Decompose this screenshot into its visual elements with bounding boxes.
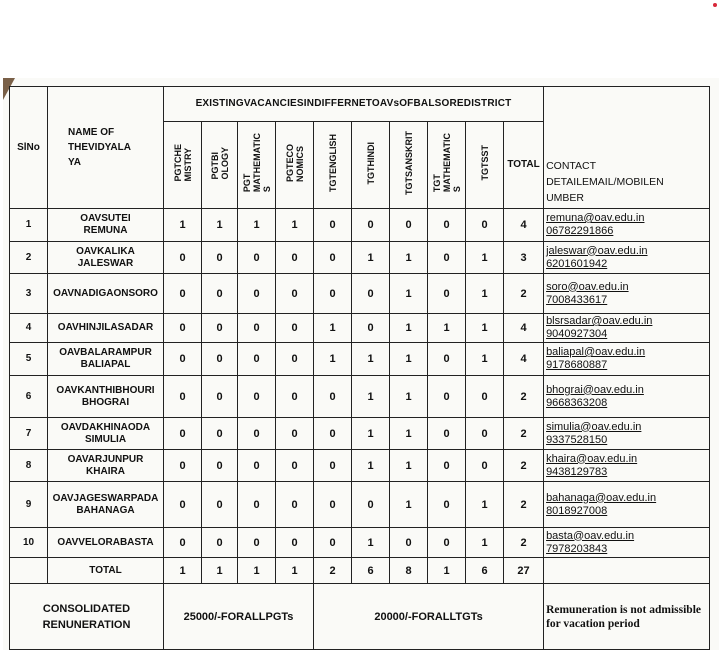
vacancy-count-cell: 1 (390, 314, 428, 343)
column-total-cell: 1 (428, 558, 466, 584)
subject-label: TGTENGLISH (327, 134, 338, 192)
vacancy-count-cell: 1 (466, 274, 504, 314)
email-link[interactable]: blsrsadar@oav.edu.in (546, 315, 653, 327)
empty-cell (10, 558, 48, 584)
vacancy-count-cell: 1 (352, 528, 390, 558)
email-link[interactable]: bahanaga@oav.edu.in (546, 491, 657, 504)
vacancy-count-cell: 0 (390, 209, 428, 242)
red-dot-mark (713, 3, 717, 7)
row-total-cell: 3 (504, 242, 544, 274)
vacancy-count-cell: 0 (238, 376, 276, 418)
column-total-cell: 8 (390, 558, 428, 584)
serial-number-cell: 8 (10, 450, 48, 482)
subject-label: PGTCHE MISTRY (172, 144, 193, 182)
vidyalaya-name-cell: OAVSUTEI REMUNA (48, 209, 164, 242)
vacancy-count-cell: 0 (466, 450, 504, 482)
vacancy-table (9, 86, 710, 650)
subject-column-header (352, 122, 390, 209)
column-total-cell: 6 (466, 558, 504, 584)
vacancy-count-cell: 1 (466, 242, 504, 274)
table-row (10, 314, 710, 343)
vacancy-count-cell: 1 (352, 450, 390, 482)
vacancy-count-cell: 0 (202, 528, 238, 558)
table-row (10, 450, 710, 482)
vacancy-count-cell: 0 (164, 418, 202, 450)
vidyalaya-name-cell: OAVNADIGAONSORO (48, 274, 164, 314)
vacancy-count-cell: 0 (164, 528, 202, 558)
vacancy-count-cell: 0 (390, 528, 428, 558)
email-link[interactable]: jaleswar@oav.edu.in (546, 244, 648, 257)
vacancy-count-cell: 0 (352, 209, 390, 242)
subject-column-header (466, 122, 504, 209)
remuneration-row (10, 584, 710, 650)
vacancy-count-cell: 0 (164, 343, 202, 376)
vacancy-count-cell: 1 (390, 242, 428, 274)
serial-number-cell: 7 (10, 418, 48, 450)
phone-number: 6201601942 (546, 257, 608, 270)
vacancy-count-cell: 1 (390, 450, 428, 482)
phone-number: 9178680887 (546, 359, 608, 371)
name-header: NAME OF THEVIDYALA YA (48, 87, 164, 209)
vacancy-count-cell: 0 (202, 482, 238, 528)
vacancy-count-cell: 0 (202, 343, 238, 376)
vacancy-count-cell: 0 (428, 209, 466, 242)
serial-number-cell: 10 (10, 528, 48, 558)
vacancy-count-cell: 0 (428, 242, 466, 274)
vacancy-count-cell: 0 (352, 274, 390, 314)
vacancy-count-cell: 0 (238, 242, 276, 274)
subject-label: TGTHINDI (365, 141, 376, 185)
column-total-cell: 6 (352, 558, 390, 584)
subject-column-header (314, 122, 352, 209)
vacancy-count-cell: 0 (164, 482, 202, 528)
vacancies-banner: EXISTINGVACANCIESINDIFFERNETOAVsOFBALSOREDISTRICT (164, 87, 544, 122)
vacancy-count-cell: 0 (314, 482, 352, 528)
vacancy-count-cell: 0 (202, 450, 238, 482)
table-row (10, 528, 710, 558)
vacancy-count-cell: 1 (390, 376, 428, 418)
contact-cell (544, 482, 710, 528)
table-row (10, 343, 710, 376)
vacancy-count-cell: 0 (276, 242, 314, 274)
row-total-cell: 4 (504, 314, 544, 343)
vacancy-count-cell: 1 (352, 242, 390, 274)
vacation-note: Remuneration is not admissible for vacation period (544, 584, 710, 650)
row-total-cell: 2 (504, 482, 544, 528)
email-link[interactable]: basta@oav.edu.in (546, 529, 635, 542)
subject-label: PGTECO NOMICS (284, 143, 305, 182)
subject-label: TGTSST (479, 145, 490, 181)
contact-cell (544, 418, 710, 450)
vidyalaya-name-cell: OAVKANTHIBHOURI BHOGRAI (48, 376, 164, 418)
vacancy-count-cell: 0 (238, 274, 276, 314)
vacancy-count-cell: 0 (428, 343, 466, 376)
serial-number-cell: 9 (10, 482, 48, 528)
column-total-cell: 1 (238, 558, 276, 584)
subject-label: TGT MATHEMATIC S (431, 133, 462, 193)
phone-number: 06782291866 (546, 225, 614, 237)
vacancy-count-cell: 0 (238, 314, 276, 343)
document-sheet (3, 78, 719, 650)
vacancy-count-cell: 1 (466, 528, 504, 558)
serial-number-cell: 6 (10, 376, 48, 418)
vacancy-count-cell: 0 (164, 242, 202, 274)
table-row (10, 209, 710, 242)
vacancy-count-cell: 0 (276, 482, 314, 528)
vacancy-count-cell: 0 (202, 242, 238, 274)
contact-cell (544, 274, 710, 314)
vacancy-count-cell: 0 (238, 450, 276, 482)
vacancy-count-cell: 1 (276, 209, 314, 242)
vacancy-count-cell: 0 (276, 274, 314, 314)
contact-cell (544, 528, 710, 558)
vacancy-count-cell: 1 (352, 418, 390, 450)
subject-column-header (390, 122, 428, 209)
row-total-cell: 2 (504, 450, 544, 482)
vacancy-count-cell: 0 (276, 528, 314, 558)
vacancy-count-cell: 0 (238, 343, 276, 376)
contact-cell (544, 209, 710, 242)
vacancy-count-cell: 0 (238, 482, 276, 528)
vacancy-count-cell: 0 (314, 450, 352, 482)
row-total-cell: 2 (504, 528, 544, 558)
vacancy-count-cell: 0 (314, 242, 352, 274)
vacancy-count-cell: 1 (352, 376, 390, 418)
vacancy-count-cell: 0 (164, 274, 202, 314)
subject-label: TGTSANSKRIT (403, 131, 414, 195)
vacancy-count-cell: 0 (428, 376, 466, 418)
subject-column-header (238, 122, 276, 209)
vacancy-count-cell: 0 (164, 376, 202, 418)
vacancy-count-cell: 0 (276, 314, 314, 343)
email-link[interactable]: khaira@oav.edu.in (546, 452, 638, 465)
column-total-cell: 1 (202, 558, 238, 584)
email-link[interactable]: baliapal@oav.edu.in (546, 346, 646, 358)
vacancy-count-cell: 0 (352, 314, 390, 343)
tgt-remuneration: 20000/-FORALLTGTs (314, 584, 544, 650)
vacancy-count-cell: 0 (238, 418, 276, 450)
vidyalaya-name-cell: OAVJAGESWARPADA BAHANAGA (48, 482, 164, 528)
vidyalaya-name-cell: OAVVELORABASTA (48, 528, 164, 558)
vacancy-count-cell: 0 (202, 274, 238, 314)
subject-column-header (202, 122, 238, 209)
vacancy-count-cell: 0 (276, 418, 314, 450)
totals-row (10, 558, 710, 584)
contact-cell (544, 343, 710, 376)
vidyalaya-name-cell: OAVKALIKA JALESWAR (48, 242, 164, 274)
column-total-cell: 1 (276, 558, 314, 584)
subject-label: PGT MATHEMATIC S (241, 133, 272, 193)
serial-number-cell: 2 (10, 242, 48, 274)
vacancy-count-cell: 0 (238, 528, 276, 558)
table-row (10, 274, 710, 314)
column-total-cell: 2 (314, 558, 352, 584)
vacancy-count-cell: 0 (466, 376, 504, 418)
vacancy-count-cell: 0 (314, 376, 352, 418)
phone-number: 8018927008 (546, 504, 608, 517)
vacancy-count-cell: 1 (390, 343, 428, 376)
table-row (10, 242, 710, 274)
totals-label: TOTAL (48, 558, 164, 584)
vacancy-count-cell: 0 (202, 418, 238, 450)
vacancy-count-cell: 1 (164, 209, 202, 242)
vidyalaya-name-cell: OAVBALARAMPUR BALIAPAL (48, 343, 164, 376)
phone-number: 9040927304 (546, 328, 608, 340)
row-total-cell: 2 (504, 376, 544, 418)
serial-number-cell: 1 (10, 209, 48, 242)
vacancy-count-cell: 0 (428, 482, 466, 528)
email-link[interactable]: bhograi@oav.edu.in (546, 383, 644, 396)
vacancy-count-cell: 1 (314, 343, 352, 376)
email-link[interactable]: soro@oav.edu.in (546, 280, 629, 293)
total-header: TOTAL (504, 122, 544, 209)
vacancy-count-cell: 1 (466, 314, 504, 343)
vacancy-count-cell: 1 (238, 209, 276, 242)
subject-column-header (428, 122, 466, 209)
vacancy-count-cell: 0 (276, 376, 314, 418)
vacancy-count-cell: 0 (314, 418, 352, 450)
contact-header: CONTACT DETAILEMAIL/MOBILEN UMBER (544, 87, 710, 209)
vacancy-count-cell: 0 (314, 209, 352, 242)
vacancy-count-cell: 1 (390, 482, 428, 528)
vacancy-count-cell: 0 (202, 314, 238, 343)
vidyalaya-name-cell: OAVDAKHINAODA SIMULIA (48, 418, 164, 450)
vacancy-count-cell: 0 (428, 528, 466, 558)
vacancy-count-cell: 0 (314, 274, 352, 314)
row-total-cell: 4 (504, 209, 544, 242)
vacancy-count-cell: 1 (314, 314, 352, 343)
table-row (10, 376, 710, 418)
subject-label: PGTBI OLOGY (209, 146, 230, 180)
phone-number: 7008433617 (546, 293, 608, 306)
vacancy-count-cell: 1 (352, 343, 390, 376)
remuneration-label: CONSOLIDATED RENUNERATION (10, 584, 164, 650)
table-row (10, 418, 710, 450)
empty-cell (544, 558, 710, 584)
vacancy-count-cell: 0 (276, 343, 314, 376)
contact-cell (544, 376, 710, 418)
row-total-cell: 2 (504, 418, 544, 450)
serial-number-cell: 5 (10, 343, 48, 376)
vacancy-count-cell: 1 (390, 274, 428, 314)
serial-number-cell: 4 (10, 314, 48, 343)
email-link[interactable]: remuna@oav.edu.in (546, 212, 645, 224)
vacancy-count-cell: 0 (164, 450, 202, 482)
phone-number: 9668363208 (546, 396, 608, 409)
vacancy-count-cell: 0 (202, 376, 238, 418)
email-link[interactable]: simulia@oav.edu.in (546, 420, 642, 433)
vidyalaya-name-cell: OAVARJUNPUR KHAIRA (48, 450, 164, 482)
vacancy-count-cell: 0 (352, 482, 390, 528)
pgt-remuneration: 25000/-FORALLPGTs (164, 584, 314, 650)
vacancy-count-cell: 1 (428, 314, 466, 343)
vacancy-count-cell: 0 (314, 528, 352, 558)
vacancy-count-cell: 0 (428, 418, 466, 450)
banner-row (10, 87, 710, 122)
vacancy-count-cell: 1 (202, 209, 238, 242)
contact-cell (544, 314, 710, 343)
vidyalaya-name-cell: OAVHINJILASADAR (48, 314, 164, 343)
serial-number-cell: 3 (10, 274, 48, 314)
vacancy-count-cell: 0 (466, 418, 504, 450)
vacancy-count-cell: 0 (164, 314, 202, 343)
row-total-cell: 4 (504, 343, 544, 376)
vacancy-count-cell: 1 (466, 343, 504, 376)
vacancy-count-cell: 0 (466, 209, 504, 242)
subject-column-header (276, 122, 314, 209)
slno-header: SlNo (10, 87, 48, 209)
vacancy-count-cell: 1 (390, 418, 428, 450)
contact-cell (544, 242, 710, 274)
column-total-cell: 1 (164, 558, 202, 584)
grand-total-cell: 27 (504, 558, 544, 584)
vacancy-count-cell: 0 (428, 450, 466, 482)
contact-cell (544, 450, 710, 482)
row-total-cell: 2 (504, 274, 544, 314)
phone-number: 7978203843 (546, 542, 608, 555)
phone-number: 9337528150 (546, 433, 608, 446)
phone-number: 9438129783 (546, 465, 608, 478)
vacancy-count-cell: 0 (428, 274, 466, 314)
subject-column-header (164, 122, 202, 209)
table-row (10, 482, 710, 528)
vacancy-count-cell: 1 (466, 482, 504, 528)
vacancy-count-cell: 0 (276, 450, 314, 482)
